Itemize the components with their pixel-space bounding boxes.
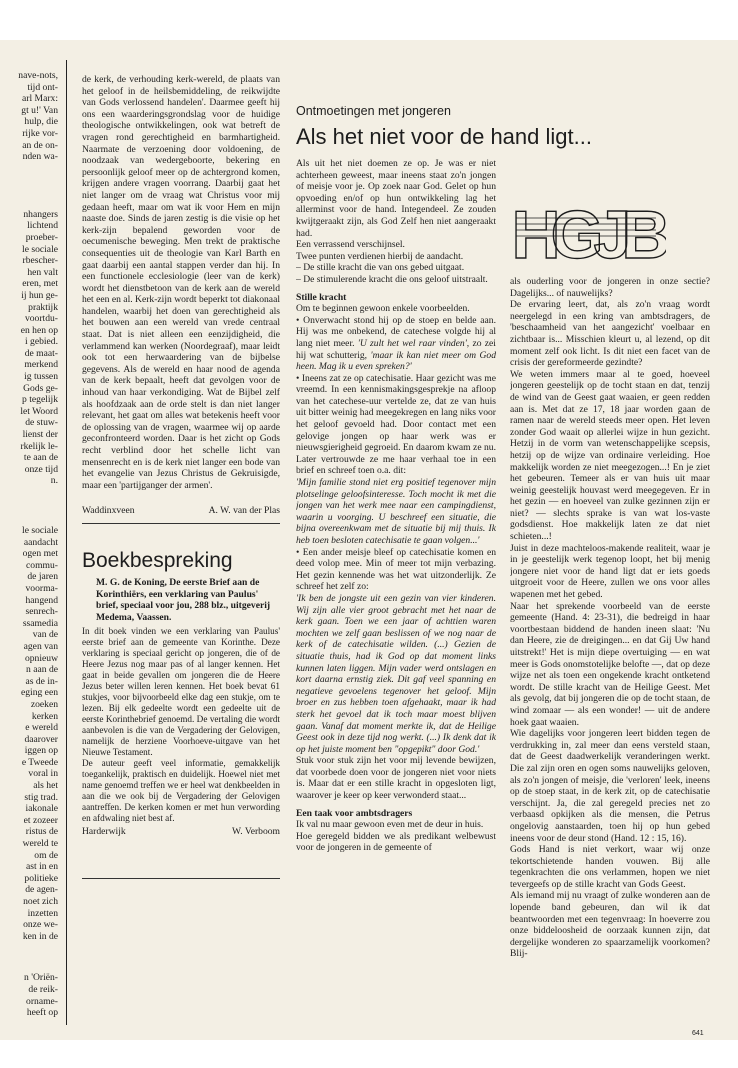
- fragment-line: voorma-: [25, 582, 58, 594]
- fragment-line: proeber-: [25, 231, 58, 243]
- fragment-line: n.: [50, 475, 58, 487]
- review-text-1: In dit boek vinden we een verklaring van Paulus' eerste brief aan de gemeente van Korinthe. Deze verklaring is speciaal gericht op jongeren, die of de Heere Jezus nog maar pas of al langer kennen. Het gaat in beide gevallen om jongeren die de Heere Jezus beter willen leren kennen. Het boek bevat 61 stukjes, voor bijvoorbeeld elke dag een stukje, om te lezen. Bij elk gedeelte wordt een gedeelte uit de eerste Korinthebrief genoemd. De vertaling die wordt aanbevolen is die van de Vergadering der Gelovigen, namelijk de herziene Voorhoeve-uitgave van het Nieuwe Testament.: [82, 626, 280, 758]
- col3-paragraph-2: De ervaring leert, dat, als zo'n vraag wordt neergelegd in een kring van ambtsdragers, de 'beschaamheid van het aangezicht' voelbaar en zichtbaar is... Misschien kleurt u, al lezend, op dit moment zelf ook licht. Is dit niet een facet van de crisis der gereformeerde gezindte?: [510, 299, 710, 369]
- intro-line-4: – De stimulerende kracht die ons geloof uitstraalt.: [296, 273, 488, 285]
- section-kicker: Ontmoetingen met jongeren: [296, 106, 451, 118]
- fragment-line: ij hun ge-: [21, 289, 58, 301]
- paragraph-7: Hoe geregeld bidden we als predikant welbewust voor de jongeren in de gemeente of: [296, 830, 496, 854]
- fragment-line: lichtend: [27, 220, 58, 232]
- intro-text: Als uit het niet doemen ze op. Je was er niet achterheen geweest, maar ineens staat zo'n jongen of meisje voor je. Op zoek naar God. Gelet op hun opvoeding en/of op hun ontwikkeling lag het allerminst voor de hand. Integendeel. Ze zouden kwijtgeraakt zijn, als God Zelf hen niet aangeraakt had.: [296, 158, 496, 239]
- fragment-line: e Tweede: [21, 756, 58, 768]
- fragment-line: iggen op: [24, 745, 58, 757]
- paragraph-6: Ik val nu maar gewoon even met de deur in huis.: [296, 819, 484, 831]
- subheading-stille-kracht: Stille kracht: [296, 291, 347, 303]
- fragment-line: ig tussen: [24, 371, 58, 383]
- subheading-taak: Een taak voor ambtsdragers: [296, 807, 413, 819]
- fragment-line: as de in-: [25, 675, 58, 687]
- fragment-line: te aan de: [23, 452, 58, 464]
- fragment-line: nhangers: [23, 208, 58, 220]
- fragment-group-1: [0, 70, 58, 163]
- fragment-line: ristus de: [25, 826, 58, 838]
- cutoff-column: [0, 70, 58, 1019]
- article-text: de kerk, de verhouding kerk-wereld, de plaats van het geloof in de heilsbemiddeling, de reikwijdte van Gods verlossend handelen'. Daarmee geeft hij ons een waarderingsgrondslag voor de huidige theologische ontwikkelingen, ook wat betreft de vragen rond gerechtigheid en barmhartigheid. Naarmate de verzoening door voldoening, de noodzaak van wedergeboorte, bekering en persoonlijk geloof meer op de achtergrond komen, krijgen andere vragen voorrang. Daarbij gaat het niet langer om de vraag wat Christus voor mij gedaan heeft, maar om wat ik voor Hem en mijn naaste doe. Sinds de jaren zestig is die visie op het kerk-zijn bepalend geworden voor de oecumenische beweging. Men trekt de praktische consequenties uit de theologie van Karl Barth en gaat daarbij een aantal stappen verder dan hij. In een functionele ecclesiologie (leer van de kerk) wordt het dienstbetoon van de kerk aan de wereld het een en al. Kerk-zijn wordt beperkt tot diakonaal handelen, waarbij het doen van gerechtigheid als het bouwen aan een wereld van vrede centraal staat. Dat is niet alleen een eenzijdigheid, die verlammend kan werken (Noordegraaf), maar leidt ook tot een herwaardering van de bijbelse gegevens. Als de wereld en haar nood de agenda van de kerk bepaalt, heeft dat gevolgen voor de inhoud van haar verkondiging. Wat de Bijbel zelf als hoofdzaak aan de orde stelt is dan niet langer relevant, het gaat om alles wat betekenis heeft voor de oplossing van de vragen, waarmee wij op aarde geconfronteerd worden. Daar is het zicht op Gods recht verblind door het schelle licht van mensenrecht en is de kerk niet langer een bode van het evangelie van Jezus Christus de Gekruisigde, maar een 'partijganger der armen'.: [82, 74, 280, 491]
- fragment-line: kerken: [31, 710, 58, 722]
- fragment-line: praktijk: [28, 301, 58, 313]
- fragment-line: senrech-: [25, 606, 58, 618]
- fragment-line: Gods ge-: [23, 382, 58, 394]
- fragment-line: merkend: [24, 359, 58, 371]
- fragment-line: ogen met: [22, 548, 58, 560]
- review-author: W. Verboom: [232, 826, 280, 838]
- review-text-2: De auteur geeft veel informatie, gemakkelijk toegankelijk, praktisch en duidelijk. Hoewel niet met name genoemd treffen we er heel wat denkbeelden in aan die we ook bij de Vergadering der Gelovigen aantreffen. De kerken komen er met hun verwording en afdwaling niet best af.: [82, 758, 280, 824]
- intro-line-1: Een verrassend verschijnsel.: [296, 239, 405, 251]
- fragment-line: opnieuw: [24, 652, 58, 664]
- fragment-line: onze we-: [23, 919, 58, 931]
- fragment-line: heeft op: [26, 1007, 58, 1019]
- fragment-line: de jaren: [27, 571, 58, 583]
- fragment-line: n 'Oriën-: [24, 972, 58, 984]
- col3-paragraph-4: Juist in deze machteloos-makende realiteit, waar je in je geestelijk werk tegenop loopt, het bij menig jongere niet voor de hand ligt dat er iets goeds uitgroeit voor de Heere, zullen we ons voor alles wapenen met het gebed.: [510, 542, 710, 601]
- fragment-line: le sociale: [22, 525, 58, 536]
- fragment-line: en hen op: [20, 324, 58, 336]
- column-divider-left: [66, 60, 67, 1025]
- paragraph-5: Stuk voor stuk zijn het voor mij levende bewijzen, dat voorbede doen voor de jongeren niet voor niets is. Maar dat er een stille kracht in opgesloten ligt, waarover je keer op keer verwonderd staat...: [296, 755, 496, 802]
- paragraph-2-text: • Onverwacht stond hij op de stoep en belde aan. Hij was me onbekend, de catechese volgde hij al lang niet meer.: [296, 314, 496, 349]
- fragment-line: iakonale: [25, 803, 58, 815]
- col3-paragraph-7: Gods Hand is niet verkort, waar wij onze tekortschietende handen vouwen. Bij alle tegenkrachten die ons verlammen, hopen we niet tevergeefs op de stille kracht van Gods Geest.: [510, 844, 710, 890]
- fragment-line: onze tijd: [24, 463, 58, 475]
- fragment-line: nden wa-: [22, 151, 58, 163]
- review-heading: Boekbespreking: [82, 548, 233, 572]
- hgjb-logo: [506, 196, 666, 270]
- fragment-line: p tegelijk: [22, 394, 58, 406]
- fragment-line: commu-: [26, 559, 58, 571]
- fragment-line: ast in en: [26, 861, 58, 873]
- column-2-body: [296, 158, 496, 1026]
- paragraph-4: • Een ander meisje bleef op catechisatie komen en deed volop mee. Min of meer tot mijn verbazing. Het gezin kennende was het wat uitzonderlijk. Ze schreef het zelf zo:: [296, 546, 496, 593]
- fragment-line: e wereld: [25, 722, 58, 734]
- column-1: [82, 74, 280, 1014]
- fragment-line: arl Marx:: [22, 93, 58, 105]
- quote-1: 'Mijn familie stond niet erg positief tegenover mijn plotselinge geloofsinteresse. Toch mocht ik met die jongen van het werk mee naar een campingdienst, waarin u voorging. U beschreef een situatie, die bijna overeenkwam met de situatie bij mij thuis. Ik heb toen besloten catechisatie te gaan volgen...': [296, 477, 496, 546]
- fragment-line: eging een: [20, 687, 58, 699]
- fragment-group-3: [0, 525, 58, 942]
- fragment-line: de stuw-: [25, 417, 58, 429]
- article-signature: [82, 505, 280, 517]
- fragment-line: voortdu-: [24, 313, 58, 325]
- fragment-line: rijke vor-: [22, 127, 58, 139]
- fragment-line: hen valt: [27, 266, 58, 278]
- fragment-line: als het: [33, 780, 58, 792]
- review-signature: [82, 826, 280, 838]
- fragment-line: orname-: [26, 995, 58, 1007]
- paragraph-3: • Ineens zat ze op catechisatie. Haar gezicht was me vreemd. In een kennismakingsgesprekje na afloop van het catechese-uur vertelde ze, dat ze van huis uit bitter weinig had meegekregen en lang niks voor het geloof gevoeld had. Door contact met een gelovige jongen op haar werk was er nieuwsgierigheid gegroeid. En daarom kwam ze nu. Later vertrouwde ze me haar verhaal toe in een brief en schreef toen o.a. dit:: [296, 372, 496, 477]
- magazine-page: [0, 40, 738, 1040]
- fragment-line: aandacht: [23, 536, 58, 548]
- column-3: [510, 276, 710, 1028]
- fragment-line: zoeken: [30, 698, 58, 710]
- fragment-line: le sociale: [22, 243, 58, 255]
- fragment-line: wereld te: [22, 838, 58, 850]
- fragment-line: nave-nots,: [18, 70, 58, 81]
- quote-2: 'Ik ben de jongste uit een gezin van vier kinderen. Wij zijn alle vier groot gebracht met het naar de kerk gaan. Toen we een jaar of achttien waren mochten we zelf gaan beslissen of we nog naar de kerk of de catechisatie wilden. (...) Gezien de situatie thuis, had ik God op dat moment links kunnen laten liggen. Mijn vader werd ontslagen en kort daarna ernstig ziek. Dit gaf veel spanning en negatieve gevoelens tegenover het geloof. Mijn broer en zus hebben toen afgehaakt, maar ik had sterk het gevoel dat ik toch maar moest blijven gaan. Vanaf dat moment merkte ik, dat de Heilige Geest ook in deze tijd nog werkt. (...) Ik denk dat ik op het juiste moment ben "opgepikt" door God.': [296, 592, 496, 755]
- page-number: 641: [692, 1030, 704, 1037]
- paragraph-2-text-b: zo zei hij wat schutterig,: [296, 337, 496, 361]
- fragment-line: ken in de: [22, 930, 58, 942]
- fragment-line: van de: [32, 629, 58, 641]
- intro-line-3: – De stille kracht die van ons gebed uitgaat.: [296, 262, 465, 274]
- col3-paragraph-5: Naar het sprekende voorbeeld van de eerste gemeente (Hand. 4: 23-31), die bedreigd in haar voortbestaan biddend de handen ineen slaat: 'Nu dan Heere, zie de dreigingen... en dat Gij Uw hand uitstrekt!' Het is mijn diepe overtuiging — en wat meer is Gods onomstotelijke belofte —, dat op deze wijze net als toen een ongekende kracht ontketend wordt. De stille kracht van de Heilige Geest. Met als gevolg, dat bij jongeren die op de tocht staan, de wind zomaar — als een wonder! — uit de andere hoek gaat waaien.: [510, 600, 710, 728]
- fragment-line: rkelijk le-: [20, 440, 58, 452]
- fragment-line: de agen-: [25, 884, 58, 896]
- fragment-line: voral in: [28, 768, 58, 780]
- fragment-line: n aan de: [26, 664, 58, 676]
- review-book-meta: M. G. de Koning, De eerste Brief aan de Korinthiërs, een verklaring van Paulus' brief, speciaal voor jou, 288 blz., uitgeverij Medema, Vaassen.: [96, 576, 271, 623]
- fragment-group-4: [0, 972, 58, 1018]
- fragment-line: noet zich: [23, 896, 58, 907]
- logo-text: HGJB: [511, 197, 661, 270]
- paragraph-2-quote-a: 'U zult het wel raar vinden',: [357, 337, 470, 349]
- col3-paragraph-3: We weten immers maar al te goed, hoeveel jongeren geestelijk op de tocht staan en dat, tenzij de wind van de Geest gaat waaien, er geen redden aan is. Met dat ze 17, 18 jaar worden gaan de ramen naar de wereld steeds meer open. Het leven zonder God waait op allerlei wijze in hun gezicht. Hetzij in de vorm van wetenschappelijke scepsis, hetzij op de wijze van ordinaire verleiding. Hoe makkelijk worden ze niet meegezogen...! En je ziet het gebeuren. Temeer als er van huis uit maar weinig geestelijk houvast werd meegegeven. Er in het gezin — en hoeveel van zulke gezinnen zijn er niet? — slechts sprake is van wat los-vaste godsdienst. Hoe makkelijk laten ze dat niet schieten...!: [510, 368, 710, 543]
- fragment-line: stig trad.: [24, 791, 58, 803]
- fragment-line: inzetten: [27, 907, 58, 919]
- fragment-line: et zozeer: [23, 814, 58, 826]
- fragment-line: ssamedia: [22, 617, 58, 629]
- fragment-line: de maat-: [24, 347, 58, 359]
- fragment-line: hulp, die: [24, 116, 58, 128]
- paragraph-1: Om te beginnen gewoon enkele voorbeelden.: [296, 303, 470, 315]
- col3-paragraph-1: als ouderling voor de jongeren in onze sectie? Dagelijks... of nauwelijks?: [510, 276, 710, 299]
- fragment-line: eren, met: [22, 278, 58, 290]
- fragment-line: hangend: [25, 594, 58, 606]
- fragment-line: rbescher-: [22, 255, 58, 267]
- fragment-line: agen van: [23, 640, 58, 652]
- signature-author: A. W. van der Plas: [208, 505, 280, 517]
- paragraph-2: [296, 315, 496, 373]
- fragment-group-2: [0, 209, 58, 487]
- fragment-line: daarover: [24, 733, 58, 745]
- fragment-line: let Woord: [20, 405, 58, 417]
- fragment-line: tijd ont-: [27, 81, 58, 93]
- intro-line-2: Twee punten verdienen hierbij de aandacht.: [296, 250, 464, 262]
- review-place: Harderwijk: [82, 826, 126, 838]
- fragment-line: politieke: [24, 872, 58, 884]
- fragment-line: gt u!' Van: [21, 104, 58, 116]
- fragment-line: an de on-: [22, 139, 58, 151]
- article-title: Als het niet voor de hand ligt...: [296, 124, 592, 149]
- signature-place: Waddinxveen: [82, 505, 135, 517]
- fragment-line: om de: [34, 849, 58, 861]
- fragment-line: lienst der: [22, 429, 58, 441]
- col3-paragraph-8: Als iemand mij nu vraagt of zulke wonderen aan de lopende band gebeuren, dan wil ik dat beantwoorden met een tegenvraag: In hoeverre zou onze biddeloosheid de oorzaak kunnen zijn, dat dergelijke wonderen zo spaarzamelijk voorkomen? Blij-: [510, 890, 710, 960]
- col3-paragraph-6: Wie dagelijks voor jongeren leert bidden tegen de verdrukking in, zal meer dan eens versteld staan, dat de Geest daadwerkelijk veranderingen werkt. Die zal zijn oren en ogen soms nauwelijks geloven, als zo'n jongen of meisje, die 'verloren' leek, ineens op de stoep staat, in de kerk zit, op de catechisatie verschijnt. Ja, die zal geregeld precies net zo verbaasd opkijken als die mensen, die Petrus ongelovig aanstaarden, toen hij op hun gebed ineens voor de deur stond (Hand. 12 : 15, 16).: [510, 728, 710, 844]
- fragment-line: de reik-: [28, 983, 58, 995]
- fragment-line: i gebied.: [24, 336, 58, 348]
- paragraph-2-quote-b: 'maar ik kan niet meer om God heen. Mag ik u even spreken?': [296, 349, 496, 373]
- review-bottom-rule: [82, 878, 280, 879]
